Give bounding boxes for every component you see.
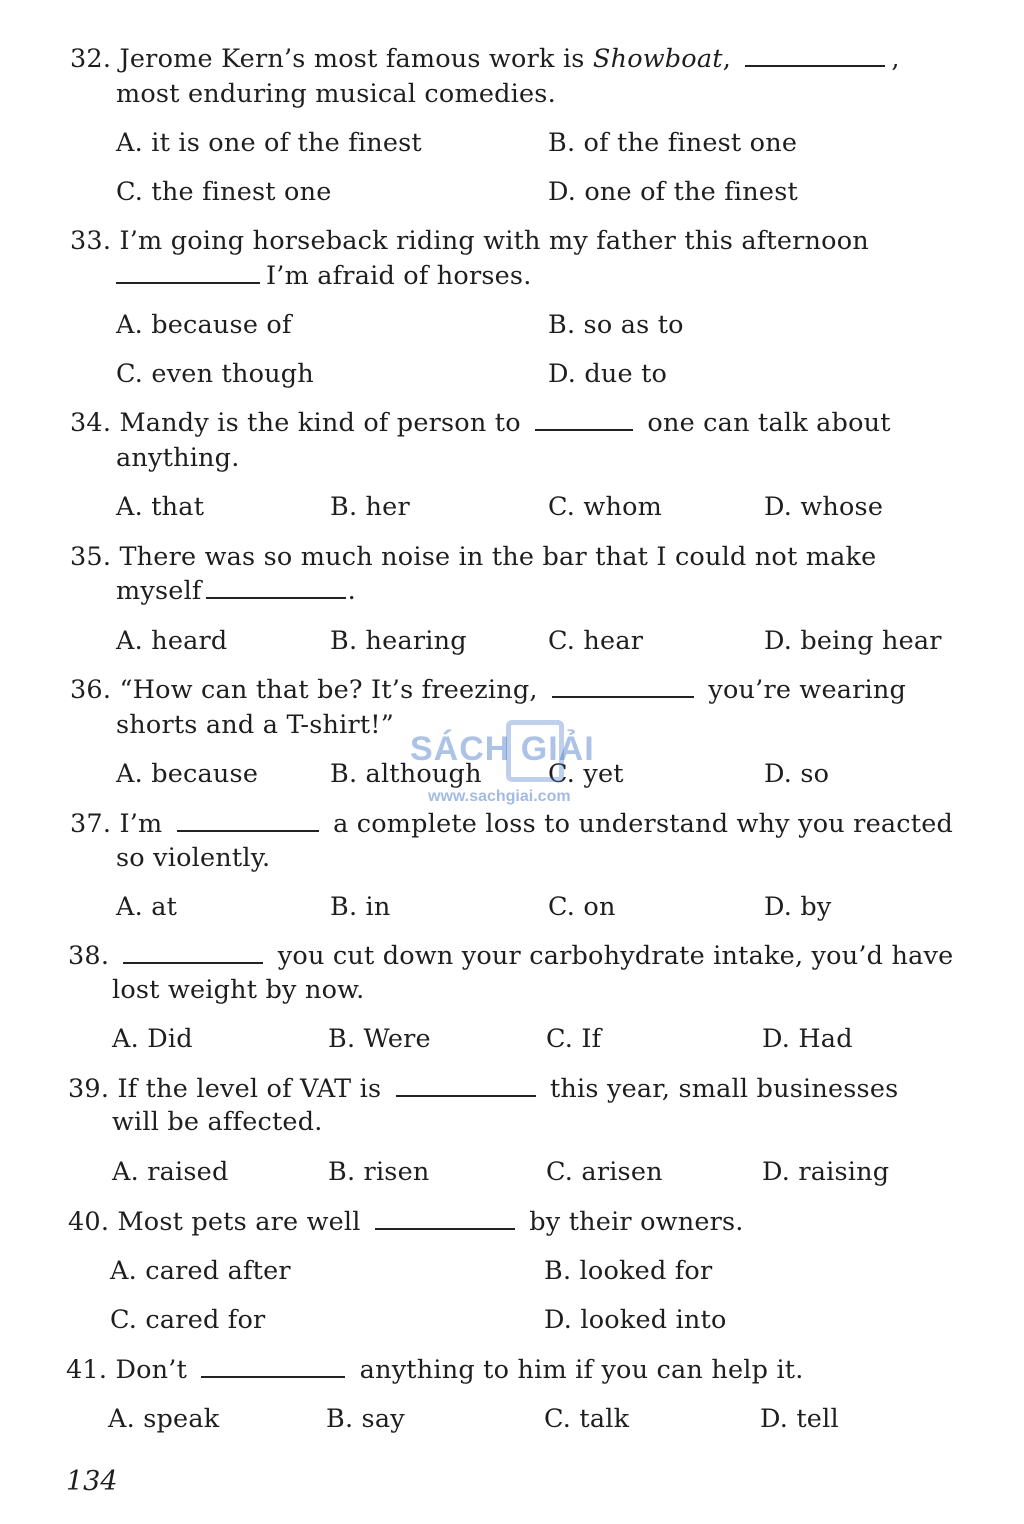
question-40 bbox=[68, 1205, 744, 1239]
question-33-line2 bbox=[116, 259, 532, 293]
question-number: 34. bbox=[70, 408, 112, 438]
option-c[interactable]: C. whom bbox=[548, 492, 662, 522]
question-text: you’re wearing bbox=[708, 675, 907, 705]
option-b[interactable]: B. of the finest one bbox=[548, 128, 798, 158]
option-d[interactable]: D. tell bbox=[760, 1404, 839, 1434]
option-d[interactable]: D. by bbox=[764, 892, 832, 922]
option-b[interactable]: B. in bbox=[330, 892, 391, 922]
question-text: one can talk about bbox=[647, 408, 891, 438]
answer-blank bbox=[177, 808, 319, 832]
option-a[interactable]: A. that bbox=[116, 492, 205, 522]
option-a[interactable]: A. Did bbox=[112, 1024, 193, 1054]
option-a[interactable]: A. it is one of the finest bbox=[116, 128, 422, 158]
option-b[interactable]: B. Were bbox=[328, 1024, 431, 1054]
answer-blank bbox=[552, 674, 694, 698]
option-d[interactable]: D. Had bbox=[762, 1024, 853, 1054]
page-number: 134 bbox=[66, 1466, 118, 1497]
question-text: myself bbox=[116, 576, 202, 606]
question-35-line2 bbox=[116, 574, 356, 608]
question-number: 38. bbox=[68, 941, 110, 971]
watermark-logo bbox=[410, 716, 620, 806]
option-b[interactable]: B. looked for bbox=[544, 1256, 713, 1286]
option-c[interactable]: C. talk bbox=[544, 1404, 630, 1434]
option-d[interactable]: D. one of the finest bbox=[548, 177, 798, 207]
question-text: There was so much noise in the bar that I could not make bbox=[119, 542, 877, 572]
option-b[interactable]: B. so as to bbox=[548, 310, 684, 340]
question-punct: , bbox=[722, 44, 732, 74]
question-41 bbox=[66, 1353, 804, 1387]
answer-blank bbox=[745, 43, 885, 67]
option-d[interactable]: D. looked into bbox=[544, 1305, 727, 1335]
question-punct: . bbox=[347, 576, 356, 606]
question-32-line2: most enduring musical comedies. bbox=[116, 79, 556, 109]
question-text: this year, small businesses bbox=[549, 1074, 899, 1104]
answer-blank bbox=[201, 1354, 345, 1378]
question-36-line2: shorts and a T-shirt!” bbox=[116, 710, 394, 740]
option-b[interactable]: B. say bbox=[326, 1404, 405, 1434]
answer-blank bbox=[116, 260, 260, 284]
question-punct: , bbox=[891, 44, 900, 74]
option-c[interactable]: C. arisen bbox=[546, 1157, 663, 1187]
question-title-italic: Showboat bbox=[592, 44, 723, 74]
question-text: you cut down your carbohydrate intake, you’d have bbox=[277, 941, 954, 971]
answer-blank bbox=[206, 575, 346, 599]
question-text: a complete loss to understand why you reacted bbox=[333, 809, 954, 839]
option-b[interactable]: B. her bbox=[330, 492, 410, 522]
option-d[interactable]: D. whose bbox=[764, 492, 884, 522]
question-37 bbox=[70, 807, 953, 841]
option-c[interactable]: C. If bbox=[546, 1024, 602, 1054]
watermark-url: www.sachgiai.com bbox=[428, 788, 571, 805]
question-number: 36. bbox=[70, 675, 112, 705]
question-34-line2: anything. bbox=[116, 443, 240, 473]
option-a[interactable]: A. raised bbox=[112, 1157, 229, 1187]
answer-blank bbox=[375, 1206, 515, 1230]
option-c[interactable]: C. even though bbox=[116, 359, 314, 389]
option-a[interactable]: A. speak bbox=[108, 1404, 220, 1434]
question-text: by their owners. bbox=[529, 1207, 744, 1237]
option-a[interactable]: A. because bbox=[116, 759, 259, 789]
question-33 bbox=[70, 224, 869, 258]
answer-blank bbox=[535, 407, 633, 431]
question-text: “How can that be? It’s freezing, bbox=[119, 675, 538, 705]
watermark-text: SÁCH GIẢI bbox=[410, 730, 595, 768]
question-number: 32. bbox=[70, 44, 112, 74]
question-text: If the level of VAT is bbox=[117, 1074, 382, 1104]
question-number: 39. bbox=[68, 1074, 110, 1104]
answer-blank bbox=[123, 940, 263, 964]
option-c[interactable]: C. yet bbox=[548, 759, 624, 789]
question-number: 40. bbox=[68, 1207, 110, 1237]
question-text: I’m afraid of horses. bbox=[266, 261, 532, 291]
answer-blank bbox=[396, 1073, 536, 1097]
option-c[interactable]: C. the finest one bbox=[116, 177, 332, 207]
question-number: 41. bbox=[66, 1355, 108, 1385]
option-c[interactable]: C. cared for bbox=[110, 1305, 266, 1335]
question-number: 35. bbox=[70, 542, 112, 572]
option-b[interactable]: B. hearing bbox=[330, 626, 467, 656]
question-38 bbox=[68, 939, 953, 973]
question-39-line2: will be affected. bbox=[112, 1107, 323, 1137]
question-number: 33. bbox=[70, 226, 112, 256]
question-text: I’m going horseback riding with my father this afternoon bbox=[119, 226, 869, 256]
option-c[interactable]: C. on bbox=[548, 892, 616, 922]
option-d[interactable]: D. raising bbox=[762, 1157, 890, 1187]
option-a[interactable]: A. heard bbox=[116, 626, 228, 656]
question-text: Jerome Kern’s most famous work is bbox=[119, 44, 593, 74]
question-35 bbox=[70, 540, 876, 574]
option-d[interactable]: D. being hear bbox=[764, 626, 942, 656]
question-text: I’m bbox=[119, 809, 163, 839]
option-a[interactable]: A. cared after bbox=[110, 1256, 291, 1286]
option-a[interactable]: A. because of bbox=[116, 310, 292, 340]
question-38-line2: lost weight by now. bbox=[112, 975, 365, 1005]
question-text: Don’t bbox=[115, 1355, 188, 1385]
option-b[interactable]: B. risen bbox=[328, 1157, 430, 1187]
option-d[interactable]: D. so bbox=[764, 759, 830, 789]
question-34 bbox=[70, 406, 891, 440]
question-36 bbox=[70, 673, 906, 707]
option-c[interactable]: C. hear bbox=[548, 626, 644, 656]
option-d[interactable]: D. due to bbox=[548, 359, 668, 389]
question-32 bbox=[70, 42, 900, 76]
question-text: Mandy is the kind of person to bbox=[119, 408, 521, 438]
question-text: anything to him if you can help it. bbox=[359, 1355, 804, 1385]
question-39 bbox=[68, 1072, 898, 1106]
option-b[interactable]: B. although bbox=[330, 759, 482, 789]
option-a[interactable]: A. at bbox=[116, 892, 178, 922]
question-number: 37. bbox=[70, 809, 112, 839]
question-37-line2: so violently. bbox=[116, 843, 271, 873]
question-text: Most pets are well bbox=[117, 1207, 361, 1237]
